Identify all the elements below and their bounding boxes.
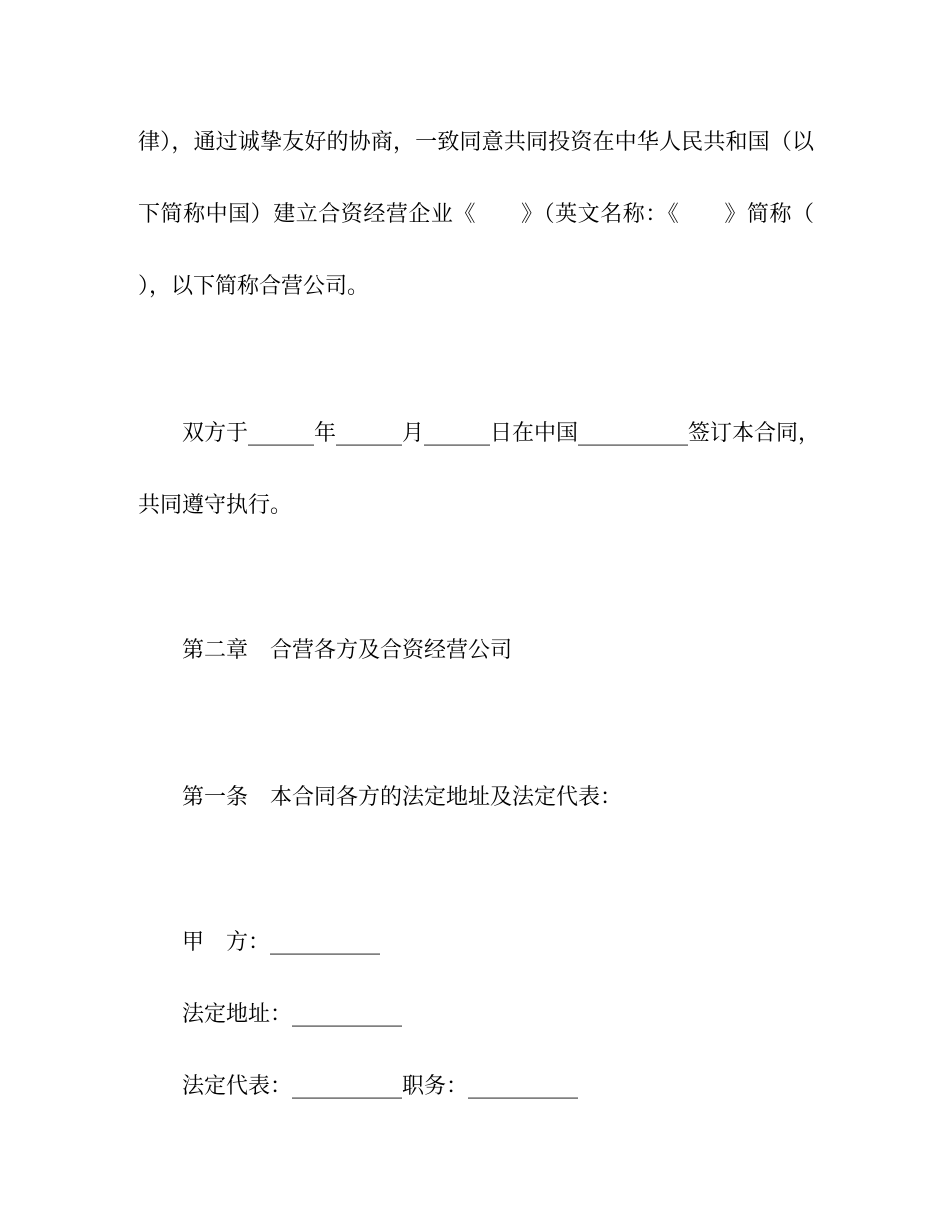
party-a-name-line: 甲 方：__________ bbox=[182, 930, 381, 955]
party-a-representative-line: 法定代表：__________职务：__________ bbox=[182, 1074, 579, 1099]
party-a-address-line: 法定地址：__________ bbox=[182, 1002, 403, 1027]
chapter-heading: 第二章 合营各方及合资经营公司 bbox=[182, 638, 513, 663]
signing-line-2: 共同遵守执行。 bbox=[138, 493, 293, 518]
article-heading: 第一条 本合同各方的法定地址及法定代表： bbox=[182, 785, 623, 810]
intro-line-3: ），以下简称合营公司。 bbox=[138, 274, 370, 299]
intro-line-1: 律），通过诚挚友好的协商，一致同意共同投资在中华人民共和国（以 bbox=[138, 130, 814, 155]
intro-line-2: 下简称中国）建立合资经营企业《 》（英文名称：《 》简称（ bbox=[138, 202, 814, 227]
signing-line-1: 双方于______年______月______日在中国__________签订本合同， bbox=[182, 421, 821, 446]
